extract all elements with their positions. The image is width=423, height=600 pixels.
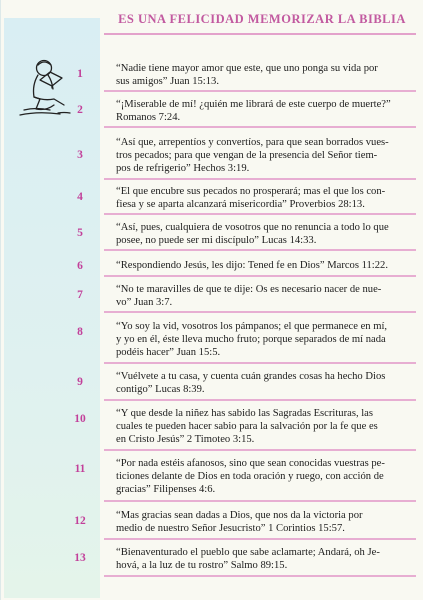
entry-number: 11 <box>74 463 86 475</box>
entry-divider <box>104 449 416 451</box>
entry-number: 1 <box>77 68 83 80</box>
entry-divider <box>104 275 416 277</box>
entry-number: 6 <box>77 260 83 272</box>
entry-text: “El que encubre sus pecados no prosperará; mas el que los con- fiesa y se aparta alcanzará misericordia” Proverbios 28:13. <box>116 186 386 210</box>
entry-divider <box>104 362 416 364</box>
entry-divider <box>104 178 416 180</box>
entry-text: “Mas gracias sean dadas a Dios, que nos da la victoria por medio de nuestro Señor Jesucristo” 1 Corintios 15:57. <box>116 510 363 534</box>
entry-text: “Vuélvete a tu casa, y cuenta cuán grandes cosas ha hecho Dios contigo” Lucas 8:39. <box>116 371 386 395</box>
title-divider <box>104 33 416 35</box>
entry-text: “¡Miserable de mí! ¿quién me librará de este cuerpo de muerte?” Romanos 7:24. <box>116 99 391 123</box>
entry-text: “No te maravilles de que te dije: Os es necesario nacer de nue- vo” Juan 3:7. <box>116 284 382 308</box>
entry-text: “Nadie tiene mayor amor que este, que uno ponga su vida por sus amigos” Juan 15:13. <box>116 63 378 87</box>
entry-number: 3 <box>77 149 83 161</box>
entry-text: “Así, pues, cualquiera de vosotros que no renuncia a todo lo que posee, no puede ser mi discípulo” Lucas 14:33. <box>116 222 389 246</box>
entry-number: 12 <box>74 515 86 527</box>
entry-text: “Por nada estéis afanosos, sino que sean conocidas vuestras pe- ticiones delante de Dios en toda oración y ruego, con acción de gracias” Filipenses 4:6. <box>116 458 385 495</box>
entry-text: “Así que, arrepentíos y convertíos, para que sean borrados vues- tros pecados; para que vengan de la presencia del Señor tiem- pos de refrigerio” Hechos 3:19. <box>116 137 389 174</box>
entry-divider <box>104 538 416 540</box>
entry-text: “Yo soy la vid, vosotros los pámpanos; el que permanece en mí, y yo en él, éste lleva mucho fruto; porque separados de mí nada podéis hacer” Juan 15:5. <box>116 321 388 358</box>
entry-number: 8 <box>77 326 83 338</box>
entry-divider <box>104 399 416 401</box>
entry-divider <box>104 213 416 215</box>
entry-text: “Respondiendo Jesús, les dijo: Tened fe en Dios” Marcos 11:22. <box>116 260 388 271</box>
entry-number: 5 <box>77 227 83 239</box>
entry-text: “Y que desde la niñez has sabido las Sagradas Escrituras, las cuales te pueden hacer sabio para la salvación por la fe que es en Cristo Jesús” 2 Timoteo 3:15. <box>116 408 378 445</box>
entry-divider <box>104 500 416 502</box>
entry-divider <box>104 249 416 251</box>
entry-number: 2 <box>77 104 83 116</box>
entry-number: 7 <box>77 289 83 301</box>
entry-number: 10 <box>74 413 86 425</box>
entry-number: 9 <box>77 376 83 388</box>
entry-text: “Bienaventurado el pueblo que sabe aclamarte; Andará, oh Je- hová, a la luz de tu rostro” Salmo 89:15. <box>116 547 380 571</box>
entry-number: 4 <box>77 191 83 203</box>
page-title: ES UNA FELICIDAD MEMORIZAR LA BIBLIA <box>118 12 406 26</box>
entry-divider <box>104 575 416 577</box>
entry-divider <box>104 126 416 128</box>
entry-divider <box>104 311 416 313</box>
entry-number: 13 <box>74 552 86 564</box>
entry-divider <box>104 90 416 92</box>
